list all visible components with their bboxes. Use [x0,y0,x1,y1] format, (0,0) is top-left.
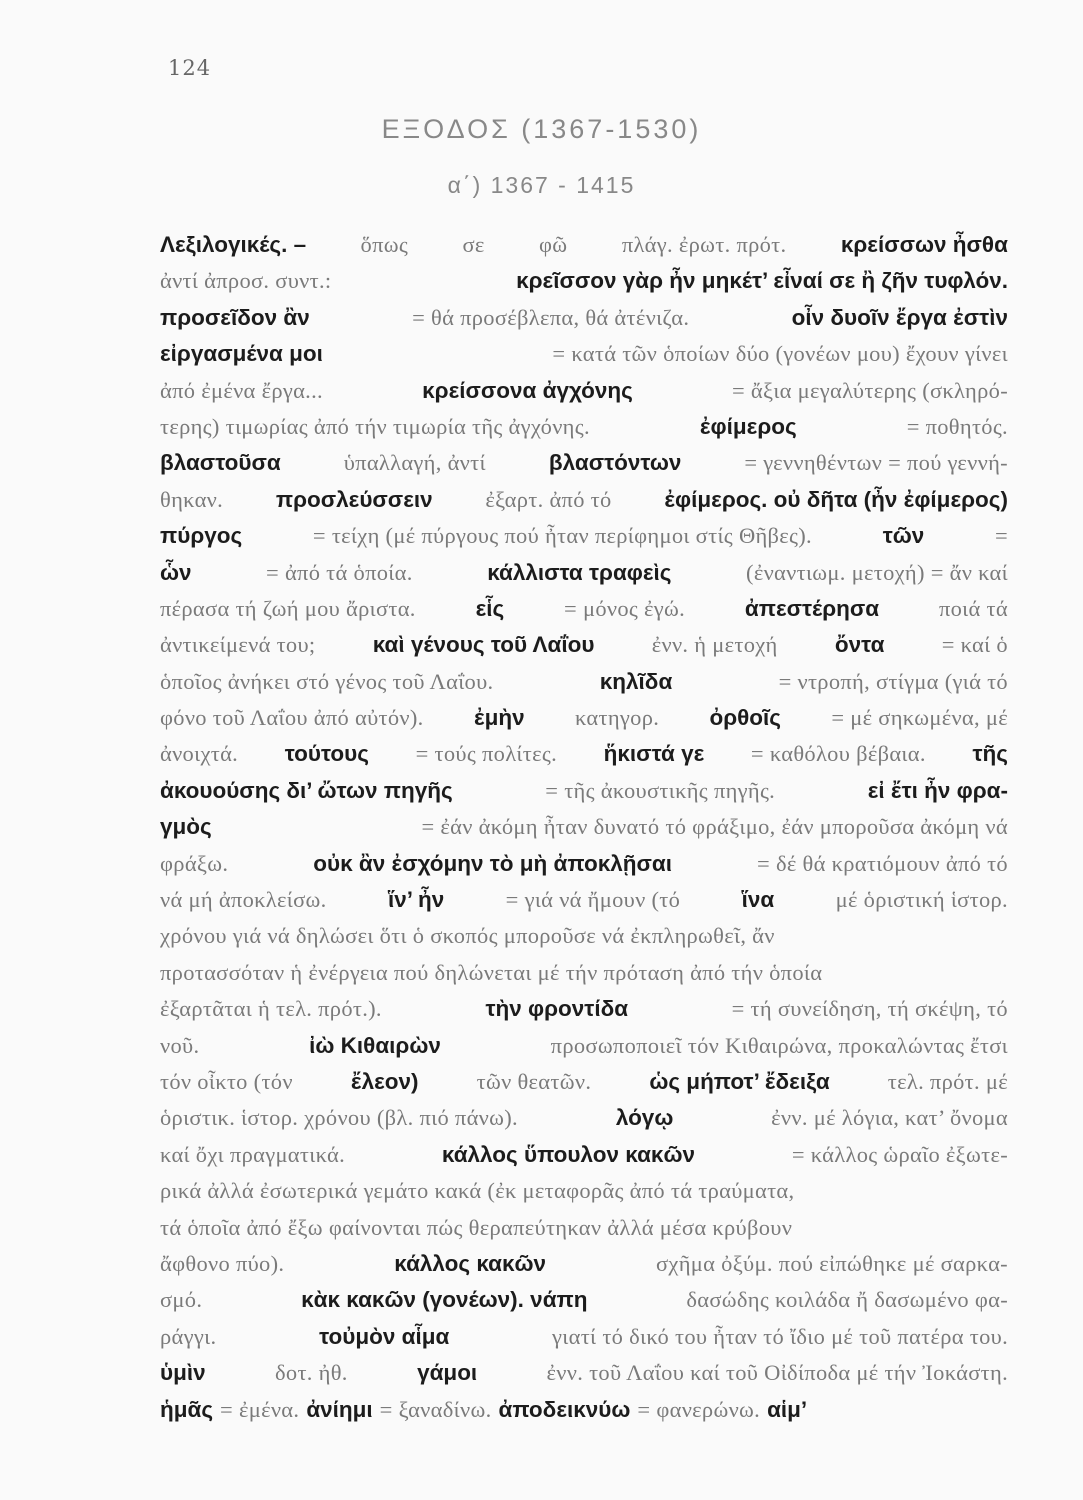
glossary-definition: φῶ [539,232,568,257]
section-subtitle: α΄) 1367 - 1415 [447,172,636,198]
glossary-definition: = κατά τῶν ὁποίων δύο (γονέων μου) ἔχουν γίνει [552,341,1008,367]
glossary-term: Λεξιλογικές. – [160,232,307,257]
glossary-term: ὄντα [834,632,885,658]
glossary-definition: χρόνου γιά νά δηλώσει ὅτι ὁ σκοπός μποροῦσε νά ἐκπληρωθεῖ, ἄν [160,923,775,949]
glossary-definition: σχῆμα ὀξύμ. πού εἰπώθηκε μέ σαρκα- [655,1250,1008,1276]
glossary-definition: ἐξαρτᾶται ἡ τελ. πρότ.). [160,996,382,1022]
glossary-definition: ὑπαλλαγή, ἀντί [343,450,486,476]
glossary-definition: πέρασα τή ζωή μου ἄριστα. [160,595,416,621]
glossary-term: βλαστοῦσα [160,450,281,476]
glossary-definition: τά ὁποῖα ἀπό ἔξω φαίνονται πώς θεραπεύτηκαν ἀλλά μέσα κρύβουν [160,1214,793,1240]
text-line [160,1360,1008,1396]
glossary-term: ἐφίμερος. οὐ δῆτα (ἦν ἐφίμερος) [664,486,1008,512]
glossary-definition: = γιά νά ἤμουν (τό [505,887,681,913]
text-line [160,887,1008,923]
glossary-definition: ἐνν. μέ λόγια, κατ’ ὄνομα [771,1105,1008,1131]
glossary-definition: σε [462,232,485,257]
glossary-definition: = ποθητός. [906,413,1008,439]
glossary-definition: ἐνν. τοῦ Λαΐου καί τοῦ Οἰδίποδα μέ τήν Ἰοκάστη. [546,1360,1008,1386]
glossary-definition: τερης) τιμωρίας ἀπό τήν τιμωρία τῆς ἀγχόνης. [160,413,590,439]
text-line [160,341,1008,377]
glossary-term: κὰκ κακῶν (γονέων). νάπη [301,1287,588,1313]
glossary-term: τοὐμὸν αἷμα [319,1323,450,1349]
text-line [160,1105,1008,1141]
glossary-definition: νοῦ. [160,1032,200,1058]
glossary-definition: ὅπως [360,232,409,257]
glossary-term: κρείσσων ἦσθα [840,232,1008,257]
glossary-definition: = καί ὁ [941,632,1008,658]
glossary-definition: = ἄξια μεγαλύτερης (σκληρό- [731,377,1008,403]
glossary-definition: (ἐναντιωμ. μετοχή) = ἄν καί [746,559,1008,585]
glossary-term: ὀρθοῖς [709,705,782,731]
glossary-term: λόγῳ [615,1105,674,1131]
glossary-definition: ἀνοιχτά. [160,741,239,767]
glossary-definition: γιατί τό δικό του ἦταν τό ἴδιο μέ τοῦ πατέρα του. [552,1323,1008,1349]
glossary-definition: προτασσόταν ἡ ἐνέργεια πού δηλώνεται μέ τήν πρόταση ἀπό τήν ὁποία [160,959,823,985]
glossary-term: εἰργασμένα μοι [160,341,323,367]
glossary-definition: ποιά τά [938,595,1008,621]
glossary-definition: δοτ. ἠθ. [275,1360,348,1386]
glossary-term: οὐκ ἂν ἐσχόμην τὸ μὴ ἀποκλῇσαι [313,850,673,876]
text-line [160,523,1008,559]
glossary-definition: ἀντί ἀπροσ. συντ.: [160,268,332,294]
glossary-definition: μέ ὁριστική ἱστορ. [835,887,1008,913]
glossary-definition: φράξω. [160,850,229,876]
text-line [160,1215,1008,1251]
glossary-definition: = ἐμένα. [220,1396,300,1422]
glossary-term: αἱμ’ [767,1396,808,1422]
glossary-definition: = θά προσέβλεπα, θά ἀτένιζα. [412,304,690,330]
glossary-term: προσεῖδον ἂν [160,304,310,330]
glossary-definition: σμό. [160,1287,203,1313]
glossary-term: τῶν [882,523,925,549]
glossary-term: βλαστόντων [548,450,682,476]
page-number: 124 [168,56,212,80]
text-line [160,632,1008,668]
glossary-definition: ὁριστικ. ἱστορ. χρόνου (βλ. πιό πάνω). [160,1105,518,1131]
text-line [160,1251,1008,1287]
glossary-term: ὡς μήποτ’ ἔδειξα [649,1068,830,1094]
glossary-term: ἀπεστέρησα [744,595,880,621]
glossary-term: γάμοι [417,1360,478,1386]
glossary-definition: νά μή ἀποκλείσω. [160,887,327,913]
glossary-term: ἐμὴν [473,705,525,731]
glossary-term: πύργος [160,523,243,549]
glossary-definition: = μέ σηκωμένα, μέ [831,705,1008,731]
text-line [160,996,1008,1032]
glossary-definition: τελ. πρότ. μέ [887,1068,1008,1094]
glossary-definition: δασώδης κοιλάδα ἤ δασωμένο φα- [686,1287,1008,1313]
glossary-definition: = τῆς ἀκουστικῆς πηγῆς. [545,777,776,803]
glossary-definition: ἀντικείμενά του; [160,632,316,658]
text-line [160,268,1008,304]
glossary-definition: ἄφθονο πύο). [160,1250,285,1276]
glossary-term: κρείσσονα ἀγχόνης [422,377,633,403]
glossary-definition: = μόνος ἐγώ. [564,595,686,621]
glossary-term: τούτους [284,741,369,767]
text-line [160,1033,1008,1069]
glossary-definition: = τείχη (μέ πύργους πού ἦταν περίφημοι στίς Θῆβες). [312,523,812,549]
text-line [160,1142,1008,1178]
glossary-term: τῆς [972,741,1008,767]
glossary-definition: = ντροπή, στίγμα (γιά τό [778,668,1008,694]
text-line [160,305,1008,341]
glossary-definition: = φανερώνω. [637,1396,761,1422]
text-line [160,487,1008,523]
text-line [160,814,1008,850]
glossary-term: καὶ γένους τοῦ Λαΐου [372,632,595,658]
glossary-definition: = δέ θά κρατιόμουν ἀπό τό [757,850,1008,876]
glossary-definition: = τούς πολίτες. [415,741,557,767]
glossary-definition: ἀπό ἐμένα ἔργα... [160,377,323,403]
glossary-definition: ὁποῖος ἀνήκει στό γένος τοῦ Λαΐου. [160,668,494,694]
glossary-term: εἷς [475,595,505,621]
glossary-definition: τῶν θεατῶν. [476,1068,592,1094]
glossary-term: κάλλος ὕπουλον κακῶν [441,1141,695,1167]
text-line [160,378,1008,414]
glossary-definition: = ἀπό τά ὁποία. [266,559,413,585]
glossary-definition: = γεννηθέντων = πού γεννή- [744,450,1008,476]
text-line [160,1069,1008,1105]
glossary-definition: καί ὄχι πραγματικά. [160,1141,346,1167]
glossary-term: εἰ ἔτι ἦν φρα- [867,777,1008,803]
glossary-term: ἵν’ ἦν [387,887,445,913]
glossary-term: ἀκουούσης δι’ ὤτων πηγῆς [160,777,453,803]
glossary-definition: = ξαναδίνω. [379,1396,492,1422]
text-line [160,778,1008,814]
glossary-term: τὴν φροντίδα [485,996,629,1022]
text-line [160,669,1008,705]
glossary-definition: = [994,523,1008,549]
glossary-term: οἶν δυοῖν ἔργα ἐστὶν [791,304,1008,330]
glossary-term: ἀποδεικνύω [498,1396,631,1422]
text-line [160,960,1008,996]
glossary-definition: ἐξαρτ. ἀπό τό [485,486,612,512]
glossary-term: ἡμᾶς [160,1396,214,1422]
text-line [160,1287,1008,1323]
glossary-definition: ρικά ἀλλά ἐσωτερικά γεμάτο κακά (ἐκ μεταφορᾶς ἀπό τά τραύματα, [160,1178,795,1204]
text-line [160,741,1008,777]
text-line [160,232,1008,268]
glossary-definition: κατηγορ. [574,705,660,731]
text-line [160,705,1008,741]
glossary-definition: φόνο τοῦ Λαΐου ἀπό αὐτόν). [160,705,424,731]
text-line [160,851,1008,887]
glossary-definition: = κάλλος ὡραῖο ἐξωτε- [791,1141,1008,1167]
glossary-text [160,232,1008,1433]
text-line [160,1324,1008,1360]
text-line [160,560,1008,596]
glossary-term: ἔλεον) [350,1068,419,1094]
glossary-definition: ἐνν. ἡ μετοχή [651,632,778,658]
glossary-term: ἰὼ Κιθαιρὼν [309,1032,441,1058]
glossary-term: ἀνίημι [306,1396,373,1422]
glossary-term: ἵνα [741,887,775,913]
glossary-definition: ράγγι. [160,1323,217,1349]
text-line [160,923,1008,959]
text-line [160,596,1008,632]
glossary-definition: = τή συνείδηση, τή σκέψη, τό [731,996,1008,1022]
glossary-definition: = ἐάν ἀκόμη ἦταν δυνατό τό φράξιμο, ἐάν μποροῦσα ἀκόμη νά [421,814,1008,840]
text-line [160,1178,1008,1214]
section-title: ΕΞΟΔΟΣ (1367-1530) [381,114,702,144]
glossary-term: ἥκιστά γε [603,741,705,767]
glossary-term: προσλεύσσειν [275,486,433,512]
glossary-definition: τόν οἶκτο (τόν [160,1068,293,1094]
glossary-term: κάλλιστα τραφεὶς [487,559,672,585]
text-line [160,1397,1008,1433]
glossary-term: ὧν [160,559,192,585]
glossary-term: ἐφίμερος [699,413,797,439]
glossary-term: κρεῖσσον γὰρ ἦν μηκέτ’ εἶναί σε ἢ ζῆν τυφλόν. [516,268,1008,294]
glossary-term: γμὸς [160,814,212,840]
text-line [160,450,1008,486]
glossary-definition: πλάγ. ἐρωτ. πρότ. [621,232,787,257]
glossary-term: κηλῖδα [599,668,673,694]
glossary-term: ὑμὶν [160,1360,206,1386]
glossary-definition: = καθόλου βέβαια. [750,741,926,767]
glossary-term: κάλλος κακῶν [394,1250,547,1276]
glossary-definition: θηκαν. [160,486,224,512]
text-line [160,414,1008,450]
glossary-definition: προσωποποιεῖ τόν Κιθαιρώνα, προκαλώντας ἔτσι [550,1032,1008,1058]
